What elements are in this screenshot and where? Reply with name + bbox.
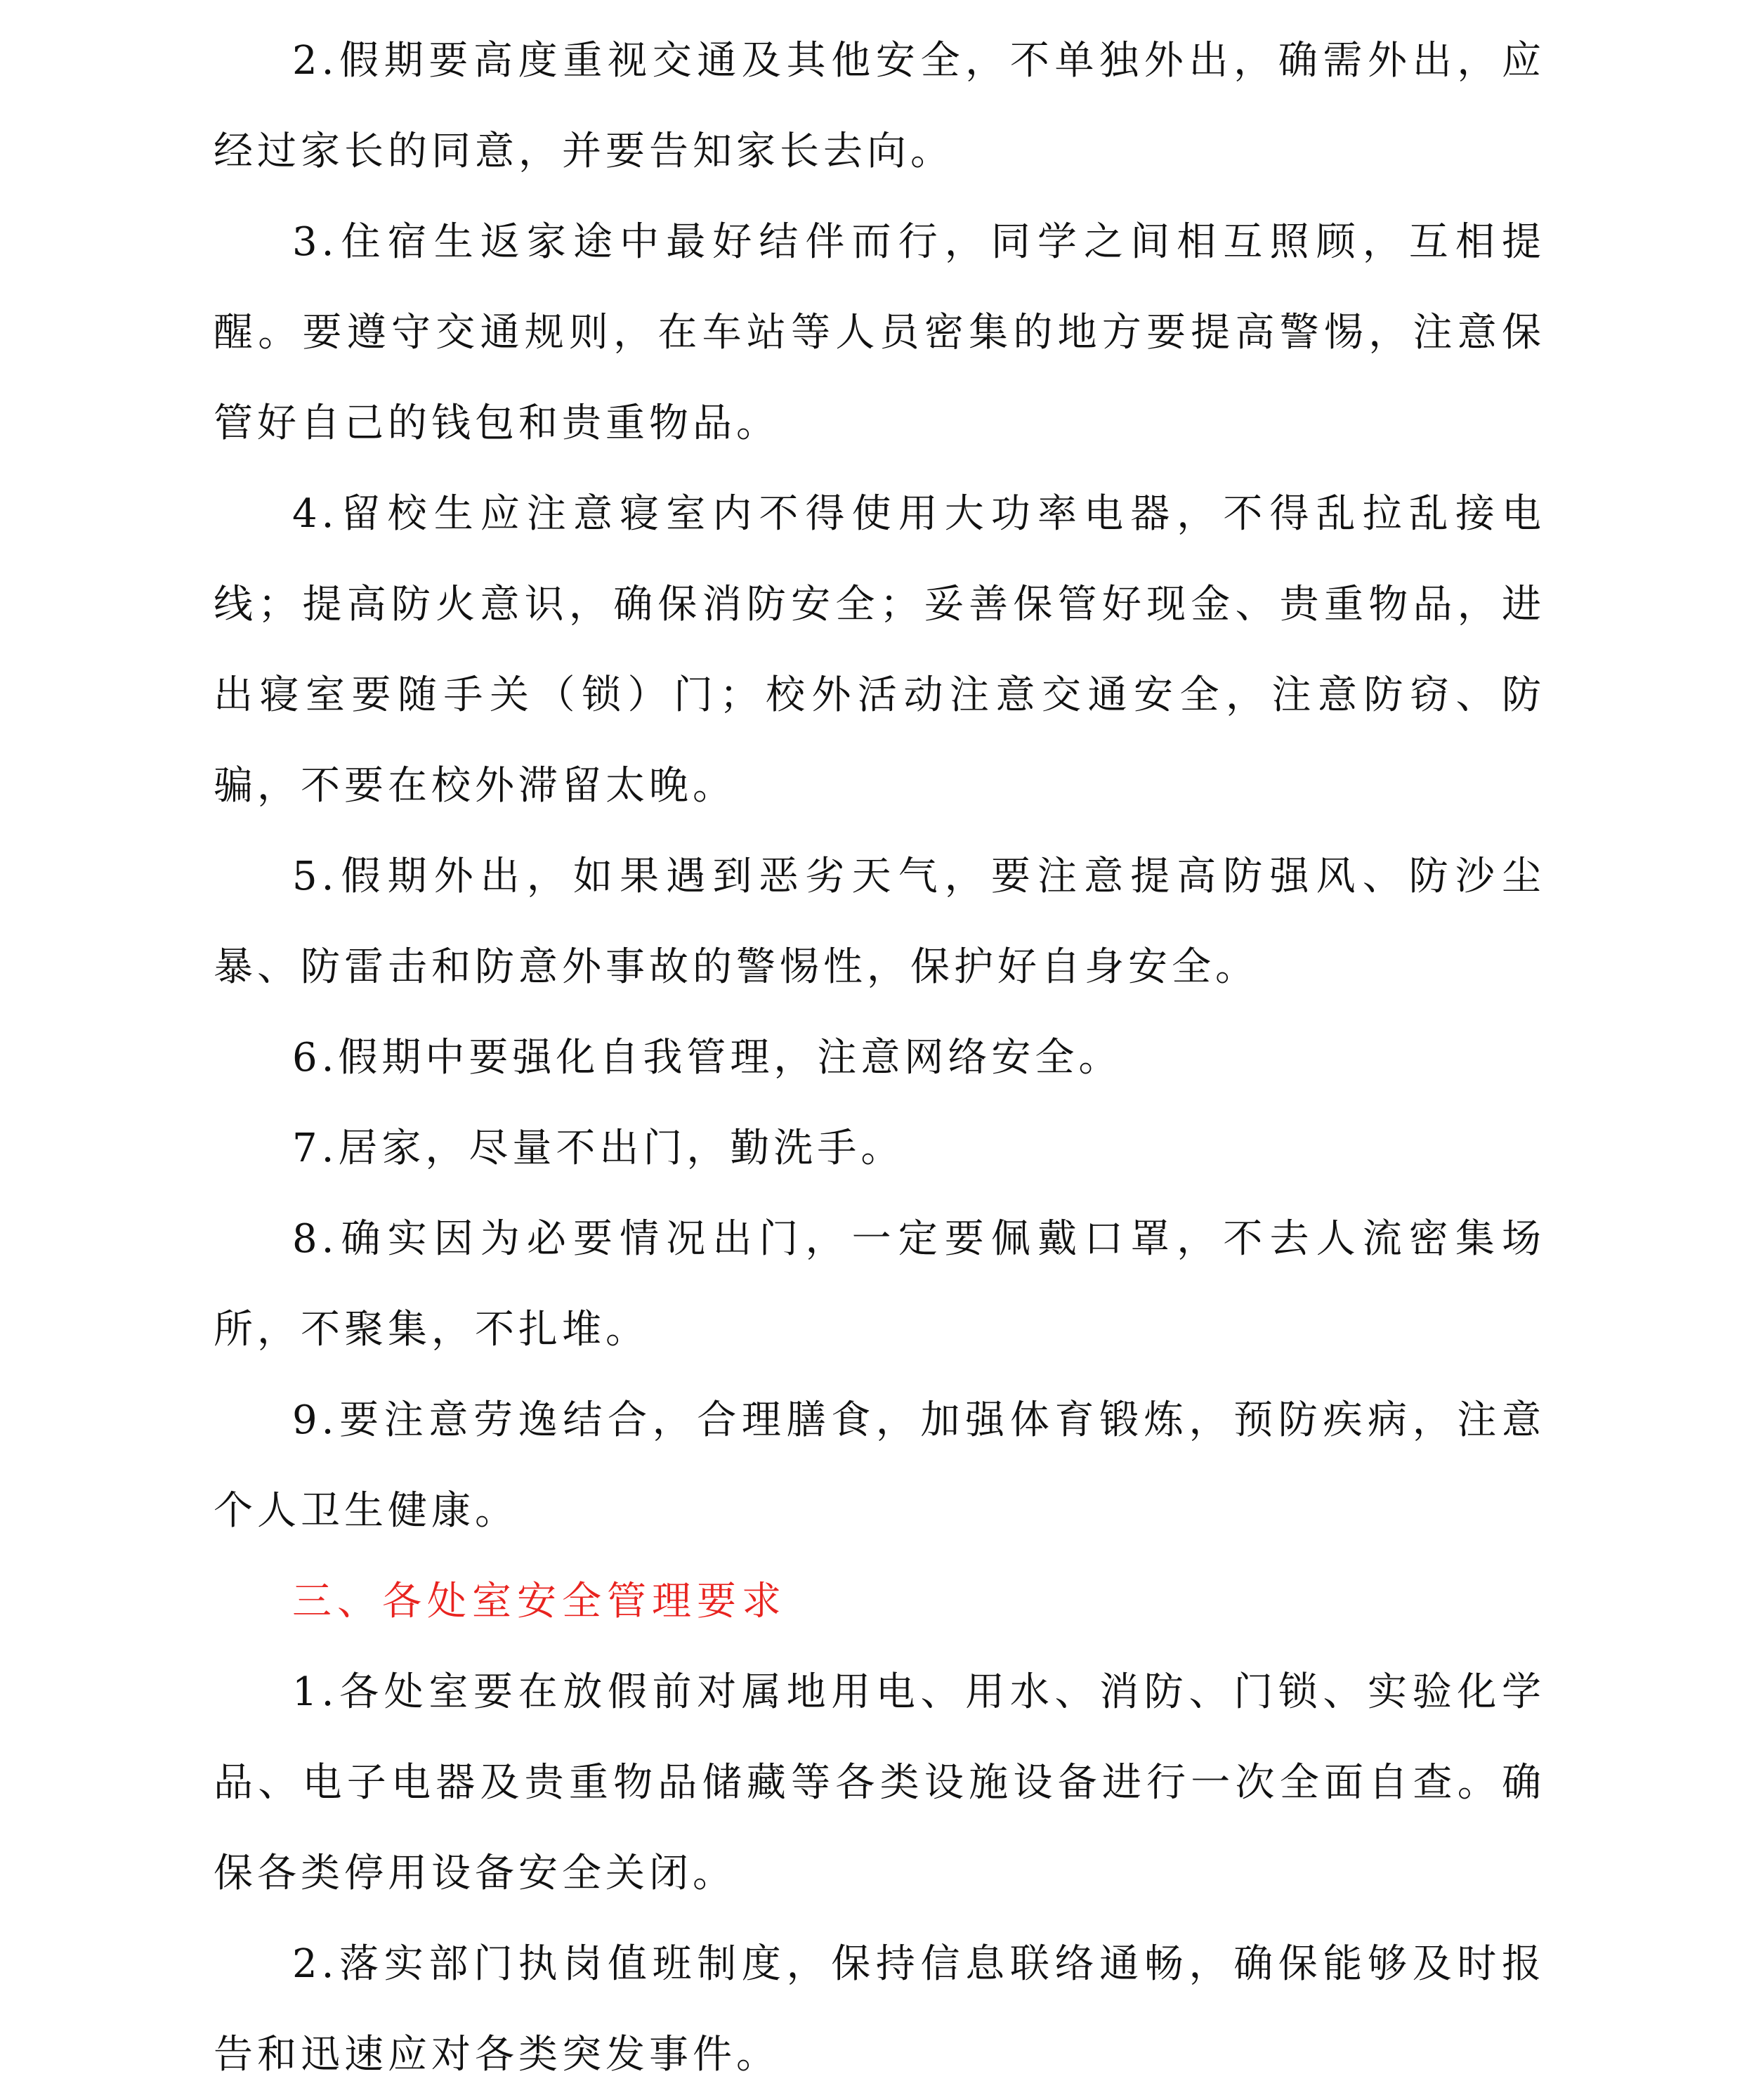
paragraph-item-8: 8.确实因为必要情况出门，一定要佩戴口罩，不去人流密集场所，不聚集，不扎堆。: [214, 1216, 1545, 1352]
paragraph-section3-item-1: 1.各处室要在放假前对属地用电、用水、消防、门锁、实验化学品、电子电器及贵重物品储藏等各类设施设备进行一次全面自查。确保各类停用设备安全关闭。: [214, 1669, 1545, 1896]
paragraph-section3-item-2: 2.落实部门执岗值班制度，保持信息联络通畅，确保能够及时报告和迅速应对各类突发事件。: [214, 1941, 1545, 2078]
paragraph-item-7: 7.居家，尽量不出门，勤洗手。: [292, 1126, 905, 1171]
paragraph-item-4: 4.留校生应注意寝室内不得使用大功率电器，不得乱拉乱接电线；提高防火意识，确保消防安全；妥善保管好现金、贵重物品，进出寝室要随手关（锁）门；校外活动注意交通安全，注意防窃、防骗，不要在校外滞留太晚。: [214, 491, 1545, 809]
paragraph-item-9: 9.要注意劳逸结合，合理膳食，加强体育锻炼，预防疾病，注意个人卫生健康。: [214, 1397, 1545, 1534]
paragraph-item-3: 3.住宿生返家途中最好结伴而行，同学之间相互照顾，互相提醒。要遵守交通规则，在车站等人员密集的地方要提高警惕，注意保管好自己的钱包和贵重物品。: [214, 219, 1545, 446]
paragraph-item-6: 6.假期中要强化自我管理，注意网络安全。: [292, 1035, 1122, 1081]
paragraph-item-5: 5.假期外出，如果遇到恶劣天气，要注意提高防强风、防沙尘暴、防雷击和防意外事故的警惕性，保护好自身安全。: [214, 854, 1545, 990]
section-heading: 三、各处室安全管理要求: [292, 1579, 787, 1624]
document-body: [214, 15, 1545, 2100]
paragraph-item-2: 2.假期要高度重视交通及其他安全，不单独外出，确需外出，应经过家长的同意，并要告知家长去向。: [214, 38, 1545, 174]
